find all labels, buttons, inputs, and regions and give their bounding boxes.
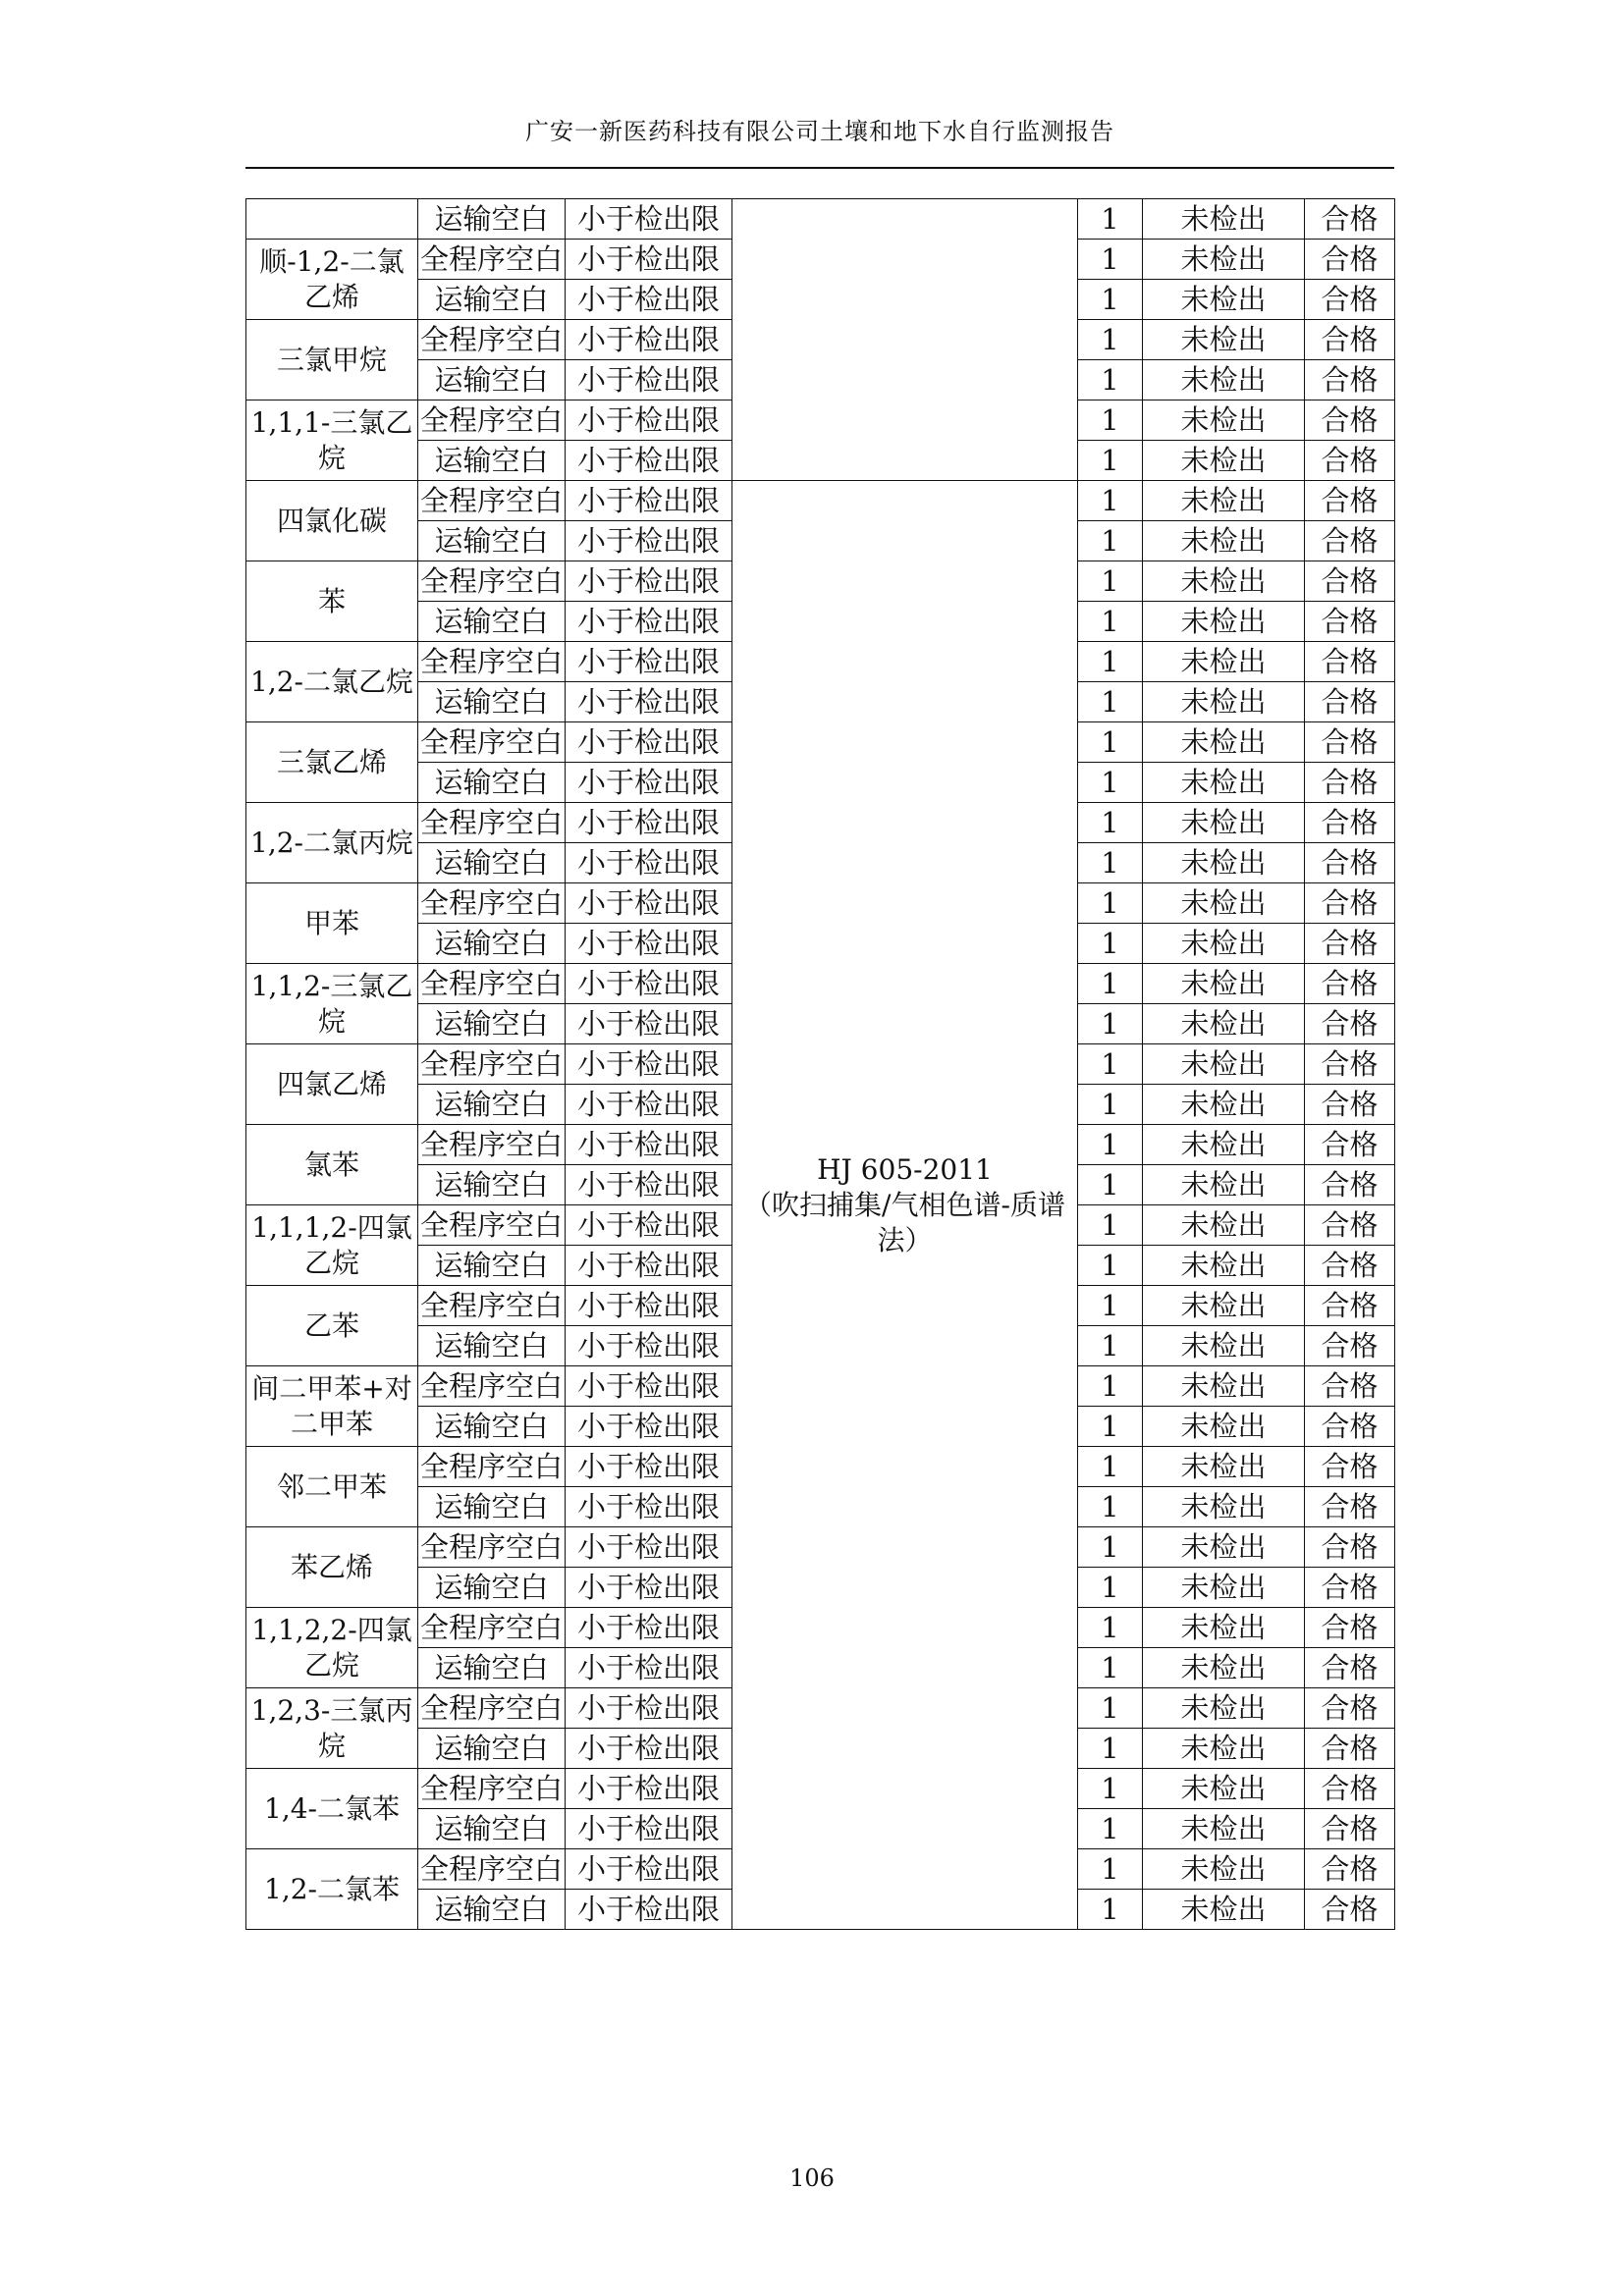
detection-status-cell: 未检出 xyxy=(1143,642,1305,682)
blank-type-cell: 全程序空白 xyxy=(418,481,566,521)
count-cell: 1 xyxy=(1078,602,1143,642)
blank-type-cell: 全程序空白 xyxy=(418,1849,566,1890)
verdict-cell: 合格 xyxy=(1305,1568,1395,1608)
detection-status-cell: 未检出 xyxy=(1143,1487,1305,1527)
blank-type-cell: 全程序空白 xyxy=(418,561,566,602)
verdict-cell: 合格 xyxy=(1305,481,1395,521)
blank-type-cell: 运输空白 xyxy=(418,1165,566,1205)
count-cell: 1 xyxy=(1078,1125,1143,1165)
detection-status-cell: 未检出 xyxy=(1143,1407,1305,1447)
detection-status-cell: 未检出 xyxy=(1143,1608,1305,1648)
blank-type-cell: 运输空白 xyxy=(418,199,566,240)
count-cell: 1 xyxy=(1078,722,1143,763)
verdict-cell: 合格 xyxy=(1305,1527,1395,1568)
result-cell: 小于检出限 xyxy=(566,722,732,763)
result-cell: 小于检出限 xyxy=(566,441,732,481)
detection-status-cell: 未检出 xyxy=(1143,1568,1305,1608)
count-cell: 1 xyxy=(1078,1568,1143,1608)
compound-cell: 1,1,1,2-四氯乙烷 xyxy=(246,1205,418,1286)
result-cell: 小于检出限 xyxy=(566,803,732,843)
blank-type-cell: 全程序空白 xyxy=(418,1205,566,1246)
compound-cell: 1,2-二氯苯 xyxy=(246,1849,418,1930)
compound-cell: 氯苯 xyxy=(246,1125,418,1205)
count-cell: 1 xyxy=(1078,1366,1143,1407)
compound-cell: 乙苯 xyxy=(246,1286,418,1366)
blank-type-cell: 全程序空白 xyxy=(418,1286,566,1326)
result-cell: 小于检出限 xyxy=(566,1809,732,1849)
verdict-cell: 合格 xyxy=(1305,400,1395,441)
result-cell: 小于检出限 xyxy=(566,1729,732,1769)
verdict-cell: 合格 xyxy=(1305,1326,1395,1366)
count-cell: 1 xyxy=(1078,642,1143,682)
blank-type-cell: 全程序空白 xyxy=(418,1608,566,1648)
count-cell: 1 xyxy=(1078,1165,1143,1205)
blank-type-cell: 运输空白 xyxy=(418,1729,566,1769)
result-cell: 小于检出限 xyxy=(566,1769,732,1809)
count-cell: 1 xyxy=(1078,561,1143,602)
result-cell: 小于检出限 xyxy=(566,400,732,441)
compound-cell: 顺-1,2-二氯乙烯 xyxy=(246,240,418,320)
blank-type-cell: 运输空白 xyxy=(418,1568,566,1608)
detection-status-cell: 未检出 xyxy=(1143,924,1305,964)
result-cell: 小于检出限 xyxy=(566,1568,732,1608)
blank-type-cell: 全程序空白 xyxy=(418,240,566,280)
detection-status-cell: 未检出 xyxy=(1143,1286,1305,1326)
result-cell: 小于检出限 xyxy=(566,1085,732,1125)
result-cell: 小于检出限 xyxy=(566,602,732,642)
result-cell: 小于检出限 xyxy=(566,883,732,924)
compound-cell: 邻二甲苯 xyxy=(246,1447,418,1527)
count-cell: 1 xyxy=(1078,1809,1143,1849)
detection-status-cell: 未检出 xyxy=(1143,199,1305,240)
blank-type-cell: 全程序空白 xyxy=(418,1125,566,1165)
compound-cell: 四氯乙烯 xyxy=(246,1044,418,1125)
result-cell: 小于检出限 xyxy=(566,240,732,280)
count-cell: 1 xyxy=(1078,964,1143,1004)
blank-type-cell: 运输空白 xyxy=(418,1326,566,1366)
compound-cell: 1,2,3-三氯丙烷 xyxy=(246,1688,418,1769)
compound-cell: 1,1,2-三氯乙烷 xyxy=(246,964,418,1044)
count-cell: 1 xyxy=(1078,521,1143,561)
blank-type-cell: 运输空白 xyxy=(418,1487,566,1527)
verdict-cell: 合格 xyxy=(1305,1366,1395,1407)
verdict-cell: 合格 xyxy=(1305,561,1395,602)
verdict-cell: 合格 xyxy=(1305,1849,1395,1890)
detection-status-cell: 未检出 xyxy=(1143,1729,1305,1769)
result-cell: 小于检出限 xyxy=(566,1205,732,1246)
blank-type-cell: 运输空白 xyxy=(418,360,566,400)
blank-type-cell: 运输空白 xyxy=(418,280,566,320)
detection-status-cell: 未检出 xyxy=(1143,1326,1305,1366)
verdict-cell: 合格 xyxy=(1305,1125,1395,1165)
verdict-cell: 合格 xyxy=(1305,1044,1395,1085)
detection-status-cell: 未检出 xyxy=(1143,964,1305,1004)
result-cell: 小于检出限 xyxy=(566,1688,732,1729)
result-cell: 小于检出限 xyxy=(566,360,732,400)
verdict-cell: 合格 xyxy=(1305,722,1395,763)
compound-cell: 1,2-二氯乙烷 xyxy=(246,642,418,722)
report-header-title: 广安一新医药科技有限公司土壤和地下水自行监测报告 xyxy=(525,118,1114,145)
verdict-cell: 合格 xyxy=(1305,1447,1395,1487)
detection-status-cell: 未检出 xyxy=(1143,441,1305,481)
compound-cell: 1,2-二氯丙烷 xyxy=(246,803,418,883)
blank-type-cell: 运输空白 xyxy=(418,1809,566,1849)
compound-cell: 苯 xyxy=(246,561,418,642)
count-cell: 1 xyxy=(1078,240,1143,280)
count-cell: 1 xyxy=(1078,280,1143,320)
blank-type-cell: 全程序空白 xyxy=(418,1769,566,1809)
result-cell: 小于检出限 xyxy=(566,1004,732,1044)
count-cell: 1 xyxy=(1078,1004,1143,1044)
verdict-cell: 合格 xyxy=(1305,199,1395,240)
result-cell: 小于检出限 xyxy=(566,561,732,602)
detection-status-cell: 未检出 xyxy=(1143,883,1305,924)
blank-type-cell: 全程序空白 xyxy=(418,1447,566,1487)
detection-status-cell: 未检出 xyxy=(1143,1366,1305,1407)
count-cell: 1 xyxy=(1078,1326,1143,1366)
blank-type-cell: 运输空白 xyxy=(418,521,566,561)
blank-type-cell: 全程序空白 xyxy=(418,1366,566,1407)
count-cell: 1 xyxy=(1078,1849,1143,1890)
result-cell: 小于检出限 xyxy=(566,1527,732,1568)
blank-type-cell: 全程序空白 xyxy=(418,1688,566,1729)
count-cell: 1 xyxy=(1078,1729,1143,1769)
method-text-line: （吹扫捕集/气相色谱-质谱 xyxy=(744,1188,1065,1221)
detection-status-cell: 未检出 xyxy=(1143,722,1305,763)
blank-type-cell: 全程序空白 xyxy=(418,320,566,360)
detection-status-cell: 未检出 xyxy=(1143,1527,1305,1568)
count-cell: 1 xyxy=(1078,1286,1143,1326)
compound-cell: 1,1,1-三氯乙烷 xyxy=(246,400,418,481)
detection-status-cell: 未检出 xyxy=(1143,400,1305,441)
verdict-cell: 合格 xyxy=(1305,602,1395,642)
verdict-cell: 合格 xyxy=(1305,1286,1395,1326)
result-cell: 小于检出限 xyxy=(566,320,732,360)
detection-status-cell: 未检出 xyxy=(1143,1004,1305,1044)
blank-type-cell: 全程序空白 xyxy=(418,1044,566,1085)
verdict-cell: 合格 xyxy=(1305,964,1395,1004)
compound-cell: 1,1,2,2-四氯乙烷 xyxy=(246,1608,418,1688)
count-cell: 1 xyxy=(1078,320,1143,360)
result-cell: 小于检出限 xyxy=(566,1326,732,1366)
count-cell: 1 xyxy=(1078,400,1143,441)
detection-status-cell: 未检出 xyxy=(1143,521,1305,561)
detection-status-cell: 未检出 xyxy=(1143,320,1305,360)
count-cell: 1 xyxy=(1078,1044,1143,1085)
count-cell: 1 xyxy=(1078,1085,1143,1125)
detection-status-cell: 未检出 xyxy=(1143,1648,1305,1688)
verdict-cell: 合格 xyxy=(1305,521,1395,561)
table-row xyxy=(246,481,1395,521)
count-cell: 1 xyxy=(1078,843,1143,883)
detection-status-cell: 未检出 xyxy=(1143,1044,1305,1085)
detection-status-cell: 未检出 xyxy=(1143,763,1305,803)
count-cell: 1 xyxy=(1078,803,1143,843)
result-cell: 小于检出限 xyxy=(566,1608,732,1648)
verdict-cell: 合格 xyxy=(1305,803,1395,843)
result-cell: 小于检出限 xyxy=(566,1487,732,1527)
detection-status-cell: 未检出 xyxy=(1143,682,1305,722)
verdict-cell: 合格 xyxy=(1305,1004,1395,1044)
result-cell: 小于检出限 xyxy=(566,1044,732,1085)
detection-status-cell: 未检出 xyxy=(1143,1447,1305,1487)
detection-status-cell: 未检出 xyxy=(1143,1125,1305,1165)
detection-status-cell: 未检出 xyxy=(1143,360,1305,400)
count-cell: 1 xyxy=(1078,1447,1143,1487)
page-number: 106 xyxy=(789,2164,835,2192)
blank-type-cell: 运输空白 xyxy=(418,843,566,883)
blank-type-cell: 全程序空白 xyxy=(418,642,566,682)
compound-cell: 1,4-二氯苯 xyxy=(246,1769,418,1849)
blank-type-cell: 运输空白 xyxy=(418,1246,566,1286)
compound-cell: 苯乙烯 xyxy=(246,1527,418,1608)
result-cell: 小于检出限 xyxy=(566,1366,732,1407)
blank-type-cell: 运输空白 xyxy=(418,682,566,722)
result-cell: 小于检出限 xyxy=(566,763,732,803)
verdict-cell: 合格 xyxy=(1305,843,1395,883)
detection-status-cell: 未检出 xyxy=(1143,1205,1305,1246)
verdict-cell: 合格 xyxy=(1305,360,1395,400)
method-text-line: 法） xyxy=(877,1223,933,1256)
count-cell: 1 xyxy=(1078,1246,1143,1286)
result-cell: 小于检出限 xyxy=(566,1246,732,1286)
result-cell: 小于检出限 xyxy=(566,682,732,722)
verdict-cell: 合格 xyxy=(1305,682,1395,722)
compound-cell xyxy=(246,199,418,240)
count-cell: 1 xyxy=(1078,441,1143,481)
count-cell: 1 xyxy=(1078,883,1143,924)
blank-type-cell: 运输空白 xyxy=(418,763,566,803)
verdict-cell: 合格 xyxy=(1305,642,1395,682)
detection-status-cell: 未检出 xyxy=(1143,240,1305,280)
result-cell: 小于检出限 xyxy=(566,843,732,883)
verdict-cell: 合格 xyxy=(1305,1809,1395,1849)
table-row xyxy=(246,199,1395,240)
count-cell: 1 xyxy=(1078,682,1143,722)
verdict-cell: 合格 xyxy=(1305,1407,1395,1447)
result-cell: 小于检出限 xyxy=(566,924,732,964)
compound-cell: 三氯乙烯 xyxy=(246,722,418,803)
blank-type-cell: 运输空白 xyxy=(418,1890,566,1930)
result-cell: 小于检出限 xyxy=(566,199,732,240)
detection-status-cell: 未检出 xyxy=(1143,1809,1305,1849)
count-cell: 1 xyxy=(1078,360,1143,400)
detection-status-cell: 未检出 xyxy=(1143,843,1305,883)
result-cell: 小于检出限 xyxy=(566,280,732,320)
result-cell: 小于检出限 xyxy=(566,642,732,682)
method-cell-2 xyxy=(732,481,1078,1930)
compound-cell: 甲苯 xyxy=(246,883,418,964)
header-rule xyxy=(245,167,1394,169)
verdict-cell: 合格 xyxy=(1305,924,1395,964)
blank-type-cell: 全程序空白 xyxy=(418,803,566,843)
compound-cell: 四氯化碳 xyxy=(246,481,418,561)
count-cell: 1 xyxy=(1078,924,1143,964)
result-cell: 小于检出限 xyxy=(566,1407,732,1447)
blank-type-cell: 全程序空白 xyxy=(418,883,566,924)
result-cell: 小于检出限 xyxy=(566,1165,732,1205)
detection-status-cell: 未检出 xyxy=(1143,1849,1305,1890)
blank-type-cell: 运输空白 xyxy=(418,1407,566,1447)
verdict-cell: 合格 xyxy=(1305,1890,1395,1930)
blank-type-cell: 全程序空白 xyxy=(418,400,566,441)
result-cell: 小于检出限 xyxy=(566,1447,732,1487)
detection-status-cell: 未检出 xyxy=(1143,1085,1305,1125)
detection-status-cell: 未检出 xyxy=(1143,1246,1305,1286)
detection-status-cell: 未检出 xyxy=(1143,803,1305,843)
verdict-cell: 合格 xyxy=(1305,320,1395,360)
verdict-cell: 合格 xyxy=(1305,1487,1395,1527)
qc-blank-table xyxy=(245,198,1395,1930)
verdict-cell: 合格 xyxy=(1305,1648,1395,1688)
result-cell: 小于检出限 xyxy=(566,964,732,1004)
count-cell: 1 xyxy=(1078,763,1143,803)
verdict-cell: 合格 xyxy=(1305,883,1395,924)
verdict-cell: 合格 xyxy=(1305,280,1395,320)
count-cell: 1 xyxy=(1078,1407,1143,1447)
detection-status-cell: 未检出 xyxy=(1143,481,1305,521)
blank-type-cell: 全程序空白 xyxy=(418,722,566,763)
count-cell: 1 xyxy=(1078,1527,1143,1568)
qc-table-body xyxy=(246,199,1395,1930)
result-cell: 小于检出限 xyxy=(566,1849,732,1890)
count-cell: 1 xyxy=(1078,1205,1143,1246)
count-cell: 1 xyxy=(1078,1890,1143,1930)
detection-status-cell: 未检出 xyxy=(1143,1890,1305,1930)
compound-cell: 间二甲苯+对二甲苯 xyxy=(246,1366,418,1447)
detection-status-cell: 未检出 xyxy=(1143,1769,1305,1809)
blank-type-cell: 运输空白 xyxy=(418,924,566,964)
detection-status-cell: 未检出 xyxy=(1143,602,1305,642)
method-text-line: HJ 605-2011 xyxy=(817,1152,993,1186)
count-cell: 1 xyxy=(1078,1688,1143,1729)
count-cell: 1 xyxy=(1078,1487,1143,1527)
detection-status-cell: 未检出 xyxy=(1143,1688,1305,1729)
result-cell: 小于检出限 xyxy=(566,1125,732,1165)
verdict-cell: 合格 xyxy=(1305,1246,1395,1286)
verdict-cell: 合格 xyxy=(1305,1688,1395,1729)
count-cell: 1 xyxy=(1078,1769,1143,1809)
blank-type-cell: 运输空白 xyxy=(418,1648,566,1688)
count-cell: 1 xyxy=(1078,1608,1143,1648)
result-cell: 小于检出限 xyxy=(566,1890,732,1930)
verdict-cell: 合格 xyxy=(1305,240,1395,280)
count-cell: 1 xyxy=(1078,1648,1143,1688)
verdict-cell: 合格 xyxy=(1305,763,1395,803)
verdict-cell: 合格 xyxy=(1305,1205,1395,1246)
blank-type-cell: 运输空白 xyxy=(418,602,566,642)
detection-status-cell: 未检出 xyxy=(1143,561,1305,602)
blank-type-cell: 全程序空白 xyxy=(418,964,566,1004)
blank-type-cell: 运输空白 xyxy=(418,1085,566,1125)
detection-status-cell: 未检出 xyxy=(1143,280,1305,320)
result-cell: 小于检出限 xyxy=(566,481,732,521)
verdict-cell: 合格 xyxy=(1305,1608,1395,1648)
verdict-cell: 合格 xyxy=(1305,1729,1395,1769)
method-cell-1 xyxy=(732,199,1078,481)
blank-type-cell: 全程序空白 xyxy=(418,1527,566,1568)
result-cell: 小于检出限 xyxy=(566,1648,732,1688)
count-cell: 1 xyxy=(1078,481,1143,521)
blank-type-cell: 运输空白 xyxy=(418,1004,566,1044)
count-cell: 1 xyxy=(1078,199,1143,240)
detection-status-cell: 未检出 xyxy=(1143,1165,1305,1205)
blank-type-cell: 运输空白 xyxy=(418,441,566,481)
verdict-cell: 合格 xyxy=(1305,1769,1395,1809)
compound-cell: 三氯甲烷 xyxy=(246,320,418,400)
result-cell: 小于检出限 xyxy=(566,521,732,561)
verdict-cell: 合格 xyxy=(1305,1085,1395,1125)
result-cell: 小于检出限 xyxy=(566,1286,732,1326)
verdict-cell: 合格 xyxy=(1305,441,1395,481)
verdict-cell: 合格 xyxy=(1305,1165,1395,1205)
